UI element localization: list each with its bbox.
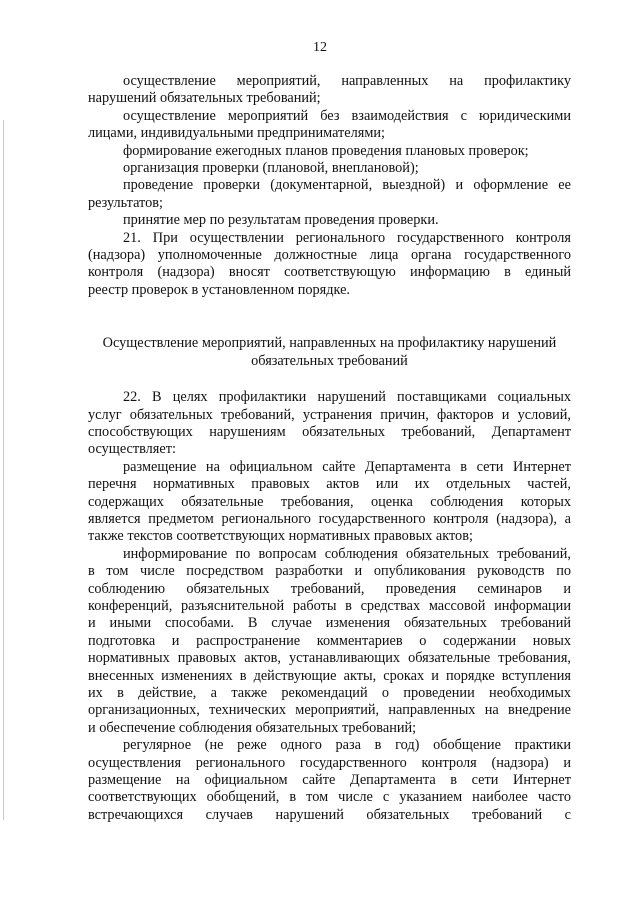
text-line: организационных, технических мероприятий, направленных на внедрение bbox=[88, 702, 571, 719]
text-line: результатов; bbox=[88, 194, 163, 211]
document-body bbox=[88, 73, 571, 824]
text-line: регулярное (не реже одного раза в год) обобщение практики bbox=[123, 737, 571, 754]
text-line: встречающихся случаев нарушений обязательных требований с bbox=[88, 806, 571, 823]
text-line: осуществление мероприятий, направленных на профилактику bbox=[123, 73, 571, 89]
text-line: организация проверки (плановой, внеплановой); bbox=[123, 160, 419, 177]
text-line: внесенных изменениях в действующие акты, сроках и порядке вступления bbox=[88, 667, 571, 684]
text-line: соответствующих обобщений, в том числе с указанием наиболее часто bbox=[88, 789, 571, 806]
text-line: осуществления регионального государственного контроля (надзора) и bbox=[88, 754, 571, 771]
text-line: нормативных правовых актов, устанавливающих обязательные требования, bbox=[88, 650, 571, 667]
text-line: их в действие, а также рекомендаций о проведении необходимых bbox=[88, 685, 571, 701]
text-line: способствующих нарушениям обязательных требований, Департамент bbox=[88, 423, 571, 440]
text-line: услуг обязательных требований, устранения причин, факторов и условий, bbox=[88, 406, 571, 423]
text-line: конференций, разъяснительной работы в средствах массовой информации bbox=[88, 597, 571, 614]
text-line: 22. В целях профилактики нарушений поставщиками социальных bbox=[123, 389, 571, 406]
text-line: в том числе посредством разработки и опубликования руководств по bbox=[88, 563, 571, 580]
text-line: также текстов соответствующих нормативных правовых актов; bbox=[88, 528, 473, 545]
text-line: лицами, индивидуальными предпринимателями; bbox=[88, 125, 386, 142]
section-heading: Осуществление мероприятий, направленных на профилактику нарушений bbox=[102, 335, 557, 352]
section-heading: обязательных требований bbox=[251, 352, 408, 369]
text-line: является предметом регионального государственного контроля (надзора), а bbox=[88, 510, 571, 527]
text-line: размещение на официальном сайте Департамента в сети Интернет bbox=[88, 772, 571, 789]
text-line: контроля (надзора) вносят соответствующую информацию в единый bbox=[88, 264, 571, 281]
text-line: соблюдению обязательных требований, проведения семинаров и bbox=[88, 580, 571, 597]
page-number: 12 bbox=[313, 40, 327, 55]
text-line: реестр проверок в установленном порядке. bbox=[88, 281, 351, 298]
text-line: проведение проверки (документарной, выездной) и оформление ее bbox=[123, 177, 571, 194]
text-line: осуществление мероприятий без взаимодействия с юридическими bbox=[123, 107, 571, 124]
text-line: (надзора) уполномоченные должностные лица органа государственного bbox=[88, 247, 571, 264]
text-line: содержащих обязательные требования, оценка соблюдения которых bbox=[88, 493, 571, 510]
scan-margin-line bbox=[3, 120, 4, 820]
text-line: и обеспечение соблюдения обязательных требований; bbox=[88, 719, 417, 736]
text-line: перечня нормативных правовых актов или их отдельных частей, bbox=[88, 476, 571, 493]
text-line: осуществляет: bbox=[88, 441, 176, 458]
text-line: нарушений обязательных требований; bbox=[88, 90, 321, 107]
text-line: формирование ежегодных планов проведения плановых проверок; bbox=[123, 142, 529, 159]
text-line: размещение на официальном сайте Департамента в сети Интернет bbox=[123, 458, 571, 475]
text-line: и иными способами. В случае изменения обязательных требований bbox=[88, 615, 571, 632]
text-line: принятие мер по результатам проведения проверки. bbox=[123, 212, 439, 229]
text-line: 21. При осуществлении регионального государственного контроля bbox=[123, 229, 571, 246]
text-line: информирование по вопросам соблюдения обязательных требований, bbox=[123, 545, 571, 562]
text-line: подготовка и распространение комментариев о содержании новых bbox=[88, 632, 571, 649]
